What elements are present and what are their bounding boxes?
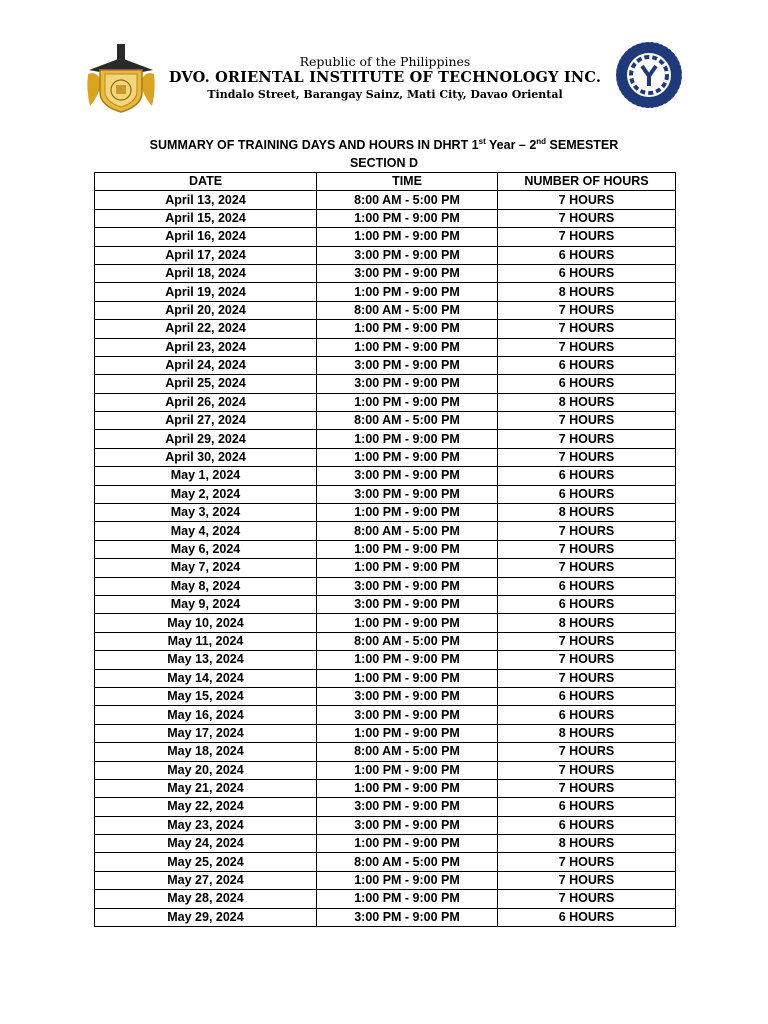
time-cell: 1:00 PM - 9:00 PM — [317, 779, 498, 797]
time-cell: 8:00 AM - 5:00 PM — [317, 853, 498, 871]
hours-cell: 6 HOURS — [498, 356, 676, 374]
time-cell: 1:00 PM - 9:00 PM — [317, 430, 498, 448]
date-cell: May 21, 2024 — [95, 779, 317, 797]
time-cell: 8:00 AM - 5:00 PM — [317, 191, 498, 209]
hours-cell: 6 HOURS — [498, 246, 676, 264]
hours-cell: 6 HOURS — [498, 485, 676, 503]
hours-cell: 6 HOURS — [498, 816, 676, 834]
date-cell: May 11, 2024 — [95, 632, 317, 650]
school-name: DVO. ORIENTAL INSTITUTE OF TECHNOLOGY INC. — [168, 69, 602, 86]
hours-cell: 7 HOURS — [498, 651, 676, 669]
hours-cell: 7 HOURS — [498, 191, 676, 209]
table-row — [95, 908, 676, 926]
table-row — [95, 467, 676, 485]
time-cell: 1:00 PM - 9:00 PM — [317, 724, 498, 742]
table-row — [95, 412, 676, 430]
date-cell: April 13, 2024 — [95, 191, 317, 209]
hours-cell: 7 HOURS — [498, 448, 676, 466]
table-row — [95, 504, 676, 522]
date-cell: May 6, 2024 — [95, 540, 317, 558]
time-cell: 1:00 PM - 9:00 PM — [317, 209, 498, 227]
hours-cell: 7 HOURS — [498, 871, 676, 889]
table-row — [95, 485, 676, 503]
date-cell: May 16, 2024 — [95, 706, 317, 724]
table-row — [95, 816, 676, 834]
hours-cell: 7 HOURS — [498, 540, 676, 558]
time-cell: 3:00 PM - 9:00 PM — [317, 908, 498, 926]
table-row — [95, 283, 676, 301]
section-label: SECTION D — [349, 156, 419, 170]
date-cell: May 23, 2024 — [95, 816, 317, 834]
hours-cell: 7 HOURS — [498, 338, 676, 356]
date-cell: May 13, 2024 — [95, 651, 317, 669]
date-cell: May 18, 2024 — [95, 743, 317, 761]
table-row — [95, 246, 676, 264]
date-cell: April 25, 2024 — [95, 375, 317, 393]
table-row — [95, 522, 676, 540]
date-cell: May 8, 2024 — [95, 577, 317, 595]
hours-cell: 7 HOURS — [498, 743, 676, 761]
date-cell: May 2, 2024 — [95, 485, 317, 503]
table-row — [95, 779, 676, 797]
hours-cell: 8 HOURS — [498, 835, 676, 853]
date-cell: May 4, 2024 — [95, 522, 317, 540]
time-cell: 3:00 PM - 9:00 PM — [317, 375, 498, 393]
table-row — [95, 835, 676, 853]
hours-cell: 8 HOURS — [498, 393, 676, 411]
date-cell: May 14, 2024 — [95, 669, 317, 687]
date-cell: May 7, 2024 — [95, 559, 317, 577]
time-cell: 3:00 PM - 9:00 PM — [317, 816, 498, 834]
time-cell: 1:00 PM - 9:00 PM — [317, 448, 498, 466]
time-cell: 3:00 PM - 9:00 PM — [317, 687, 498, 705]
table-row — [95, 430, 676, 448]
date-cell: April 22, 2024 — [95, 320, 317, 338]
time-cell: 1:00 PM - 9:00 PM — [317, 320, 498, 338]
time-cell: 8:00 AM - 5:00 PM — [317, 301, 498, 319]
training-schedule-table — [94, 172, 676, 927]
time-cell: 1:00 PM - 9:00 PM — [317, 393, 498, 411]
date-cell: May 22, 2024 — [95, 798, 317, 816]
table-row — [95, 320, 676, 338]
date-cell: May 24, 2024 — [95, 835, 317, 853]
table-row — [95, 393, 676, 411]
date-cell: May 1, 2024 — [95, 467, 317, 485]
hours-cell: 7 HOURS — [498, 779, 676, 797]
time-cell: 8:00 AM - 5:00 PM — [317, 632, 498, 650]
table-row — [95, 540, 676, 558]
hours-cell: 7 HOURS — [498, 853, 676, 871]
hours-cell: 8 HOURS — [498, 504, 676, 522]
time-cell: 1:00 PM - 9:00 PM — [317, 890, 498, 908]
time-cell: 3:00 PM - 9:00 PM — [317, 706, 498, 724]
time-cell: 3:00 PM - 9:00 PM — [317, 246, 498, 264]
republic-text: Republic of the Philippines — [299, 54, 471, 69]
time-cell: 8:00 AM - 5:00 PM — [317, 743, 498, 761]
time-cell: 1:00 PM - 9:00 PM — [317, 559, 498, 577]
date-cell: May 20, 2024 — [95, 761, 317, 779]
hours-cell: 8 HOURS — [498, 724, 676, 742]
date-cell: May 27, 2024 — [95, 871, 317, 889]
hours-cell: 8 HOURS — [498, 614, 676, 632]
hours-cell: 8 HOURS — [498, 283, 676, 301]
institution-header — [160, 54, 610, 102]
table-row — [95, 191, 676, 209]
date-cell: April 23, 2024 — [95, 338, 317, 356]
table-row — [95, 228, 676, 246]
hours-cell: 7 HOURS — [498, 430, 676, 448]
hours-cell: 7 HOURS — [498, 669, 676, 687]
time-cell: 8:00 AM - 5:00 PM — [317, 412, 498, 430]
hours-cell: 7 HOURS — [498, 320, 676, 338]
table-row — [95, 375, 676, 393]
date-cell: April 16, 2024 — [95, 228, 317, 246]
hours-cell: 7 HOURS — [498, 632, 676, 650]
table-row — [95, 614, 676, 632]
table-row — [95, 595, 676, 613]
time-cell: 1:00 PM - 9:00 PM — [317, 228, 498, 246]
table-row — [95, 632, 676, 650]
table-row — [95, 448, 676, 466]
hours-cell: 6 HOURS — [498, 798, 676, 816]
time-cell: 3:00 PM - 9:00 PM — [317, 485, 498, 503]
hours-cell: 7 HOURS — [498, 228, 676, 246]
table-row — [95, 651, 676, 669]
table-header-row — [95, 173, 676, 191]
table-row — [95, 743, 676, 761]
date-cell: May 9, 2024 — [95, 595, 317, 613]
hours-cell: 6 HOURS — [498, 264, 676, 282]
table-row — [95, 209, 676, 227]
date-cell: May 28, 2024 — [95, 890, 317, 908]
table-body — [95, 191, 676, 927]
date-cell: April 18, 2024 — [95, 264, 317, 282]
date-cell: May 29, 2024 — [95, 908, 317, 926]
hours-cell: 6 HOURS — [498, 577, 676, 595]
hours-cell: 6 HOURS — [498, 375, 676, 393]
summary-heading: SUMMARY OF TRAINING DAYS AND HOURS IN DHRT 1st Year – 2nd SEMESTER — [149, 137, 619, 152]
header-hours: NUMBER OF HOURS — [498, 173, 676, 191]
time-cell: 3:00 PM - 9:00 PM — [317, 798, 498, 816]
table-row — [95, 338, 676, 356]
time-cell: 3:00 PM - 9:00 PM — [317, 264, 498, 282]
time-cell: 8:00 AM - 5:00 PM — [317, 522, 498, 540]
letterhead — [0, 0, 768, 120]
hours-cell: 6 HOURS — [498, 908, 676, 926]
date-cell: May 17, 2024 — [95, 724, 317, 742]
hours-cell: 6 HOURS — [498, 706, 676, 724]
time-cell: 3:00 PM - 9:00 PM — [317, 356, 498, 374]
table-row — [95, 798, 676, 816]
time-cell: 1:00 PM - 9:00 PM — [317, 871, 498, 889]
time-cell: 1:00 PM - 9:00 PM — [317, 835, 498, 853]
document-title — [0, 136, 768, 172]
hours-cell: 7 HOURS — [498, 209, 676, 227]
time-cell: 1:00 PM - 9:00 PM — [317, 761, 498, 779]
school-address: Tindalo Street, Barangay Sainz, Mati City, Davao Oriental — [207, 88, 563, 101]
table-row — [95, 559, 676, 577]
date-cell: May 3, 2024 — [95, 504, 317, 522]
date-cell: April 19, 2024 — [95, 283, 317, 301]
date-cell: April 30, 2024 — [95, 448, 317, 466]
time-cell: 3:00 PM - 9:00 PM — [317, 467, 498, 485]
table-row — [95, 890, 676, 908]
table-row — [95, 871, 676, 889]
hours-cell: 6 HOURS — [498, 595, 676, 613]
time-cell: 3:00 PM - 9:00 PM — [317, 595, 498, 613]
table-row — [95, 356, 676, 374]
hours-cell: 7 HOURS — [498, 761, 676, 779]
time-cell: 1:00 PM - 9:00 PM — [317, 540, 498, 558]
date-cell: May 25, 2024 — [95, 853, 317, 871]
date-cell: April 26, 2024 — [95, 393, 317, 411]
date-cell: May 10, 2024 — [95, 614, 317, 632]
time-cell: 1:00 PM - 9:00 PM — [317, 614, 498, 632]
table-row — [95, 669, 676, 687]
time-cell: 1:00 PM - 9:00 PM — [317, 504, 498, 522]
hours-cell: 6 HOURS — [498, 687, 676, 705]
date-cell: April 24, 2024 — [95, 356, 317, 374]
time-cell: 1:00 PM - 9:00 PM — [317, 651, 498, 669]
hours-cell: 7 HOURS — [498, 890, 676, 908]
date-cell: May 15, 2024 — [95, 687, 317, 705]
table-row — [95, 761, 676, 779]
date-cell: April 27, 2024 — [95, 412, 317, 430]
time-cell: 1:00 PM - 9:00 PM — [317, 283, 498, 301]
time-cell: 1:00 PM - 9:00 PM — [317, 669, 498, 687]
table-row — [95, 687, 676, 705]
hours-cell: 7 HOURS — [498, 412, 676, 430]
table-row — [95, 264, 676, 282]
header-date: DATE — [95, 173, 317, 191]
tesda-logo-icon — [614, 40, 684, 110]
table-row — [95, 577, 676, 595]
header-time: TIME — [317, 173, 498, 191]
date-cell: April 15, 2024 — [95, 209, 317, 227]
hours-cell: 7 HOURS — [498, 522, 676, 540]
table-row — [95, 706, 676, 724]
hours-cell: 7 HOURS — [498, 301, 676, 319]
table-row — [95, 301, 676, 319]
table-row — [95, 853, 676, 871]
school-seal-icon — [84, 40, 158, 114]
table-row — [95, 724, 676, 742]
hours-cell: 6 HOURS — [498, 467, 676, 485]
hours-cell: 7 HOURS — [498, 559, 676, 577]
date-cell: April 17, 2024 — [95, 246, 317, 264]
time-cell: 3:00 PM - 9:00 PM — [317, 577, 498, 595]
date-cell: April 20, 2024 — [95, 301, 317, 319]
time-cell: 1:00 PM - 9:00 PM — [317, 338, 498, 356]
date-cell: April 29, 2024 — [95, 430, 317, 448]
